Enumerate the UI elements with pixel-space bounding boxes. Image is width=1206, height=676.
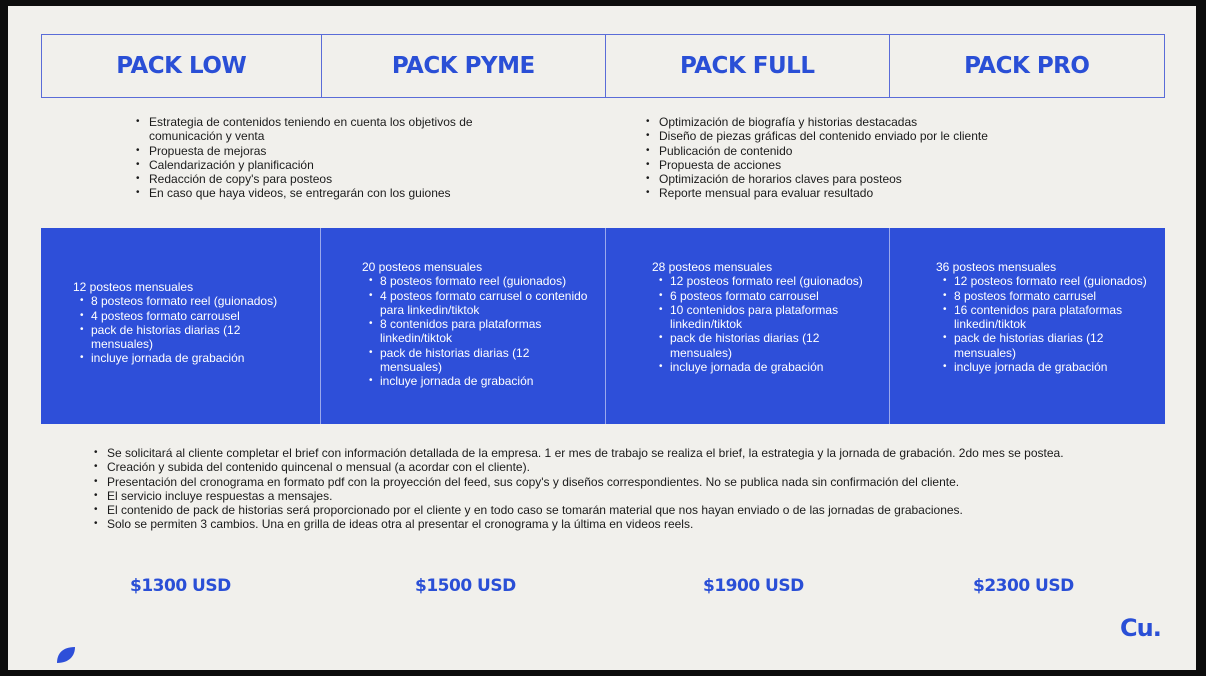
pack-item: • 8 posteos formato reel (guionados) [73,294,305,308]
pack-item: • incluye jornada de grabación [652,360,884,374]
feature-item: • Redacción de copy's para posteos [136,172,516,186]
pack-summary: 20 posteos mensuales [362,260,483,274]
pack-item: • pack de historias diarias (12 mensuales) [73,323,305,352]
pack-header-row [41,34,1165,98]
brand-logo: Cu. [1120,614,1161,642]
pack-item: • 8 contenidos para plataformas linkedin/tiktok [362,317,594,346]
note-item: • Creación y subida del contenido quincenal o mensual (a acordar con el cliente). [94,460,1134,474]
pack-item: • 8 posteos formato carrusel [936,289,1168,303]
pack-item: • incluye jornada de grabación [73,351,305,365]
pack-item: • 8 posteos formato reel (guionados) [362,274,594,288]
pack-item: • incluye jornada de grabación [936,360,1168,374]
pack-item: • 4 posteos formato carrousel [73,309,305,323]
pack-item: • 10 contenidos para plataformas linkedin/tiktok [652,303,884,332]
pack-pyme-details [321,228,606,424]
price-row [41,576,1165,600]
pack-item: • pack de historias diarias (12 mensuales) [936,331,1168,360]
pack-pyme-price: $1500 USD [415,576,516,596]
feature-item: • Optimización de biografía y historias destacadas [646,115,1066,129]
pack-full-details [606,228,890,424]
pack-item: • 12 posteos formato reel (guionados) [936,274,1168,288]
feature-item: • Publicación de contenido [646,144,1066,158]
pack-summary: 12 posteos mensuales [73,280,194,294]
feature-item: • En caso que haya videos, se entregarán con los guiones [136,186,516,200]
terms-notes [94,446,1134,532]
note-item: • El servicio incluye respuestas a mensajes. [94,489,1134,503]
pack-details-row [41,228,1165,424]
pack-item: • pack de historias diarias (12 mensuales) [362,346,594,375]
features-right [646,115,1066,201]
pack-full-price: $1900 USD [703,576,804,596]
pack-low-price: $1300 USD [130,576,231,596]
pack-full-title: PACK FULL [606,35,890,97]
note-item: • Presentación del cronograma en formato pdf con la proyección del feed, sus copy's y diseños correspondientes. No se publica nada sin confirmación del cliente. [94,475,1134,489]
pack-summary: 28 posteos mensuales [652,260,773,274]
note-item: • Solo se permiten 3 cambios. Una en grilla de ideas otra al presentar el cronograma y la última en videos reels. [94,517,1134,531]
pack-low-details [41,228,321,424]
pack-pro-details [890,228,1165,424]
pack-item: • pack de historias diarias (12 mensuales) [652,331,884,360]
pack-item: • 4 posteos formato carrusel o contenido para linkedin/tiktok [362,289,594,318]
feature-item: • Reporte mensual para evaluar resultado [646,186,1066,200]
pack-item: • 12 posteos formato reel (guionados) [652,274,884,288]
pack-summary: 36 posteos mensuales [936,260,1057,274]
features-left [136,115,516,201]
pack-pro-title: PACK PRO [964,53,1090,79]
note-item: • Se solicitará al cliente completar el brief con información detallada de la empresa. 1 er mes de trabajo se realiza el brief, la estrategia y la jornada de grabación. 2do mes se postea. [94,446,1134,460]
pack-item: • incluye jornada de grabación [362,374,594,388]
feature-item: • Diseño de piezas gráficas del contenido enviado por le cliente [646,129,1066,143]
pack-pro-price: $2300 USD [973,576,1074,596]
feature-item: • Propuesta de acciones [646,158,1066,172]
pack-pyme-title: PACK PYME [322,35,607,97]
slide [8,6,1196,670]
pack-low-title: PACK LOW [42,35,322,97]
leaf-icon [56,646,76,664]
feature-item: • Calendarización y planificación [136,158,516,172]
pack-item: • 16 contenidos para plataformas linkedin/tiktok [936,303,1168,332]
note-item: • El contenido de pack de historias será proporcionado por el cliente y en todo caso se tomarán material que nos hayan enviado o de las jornadas de grabaciones. [94,503,1134,517]
pack-item: • 6 posteos formato carrousel [652,289,884,303]
feature-item: • Propuesta de mejoras [136,144,516,158]
feature-item: • Estrategia de contenidos teniendo en cuenta los objetivos de comunicación y venta [136,115,516,144]
feature-item: • Optimización de horarios claves para posteos [646,172,1066,186]
